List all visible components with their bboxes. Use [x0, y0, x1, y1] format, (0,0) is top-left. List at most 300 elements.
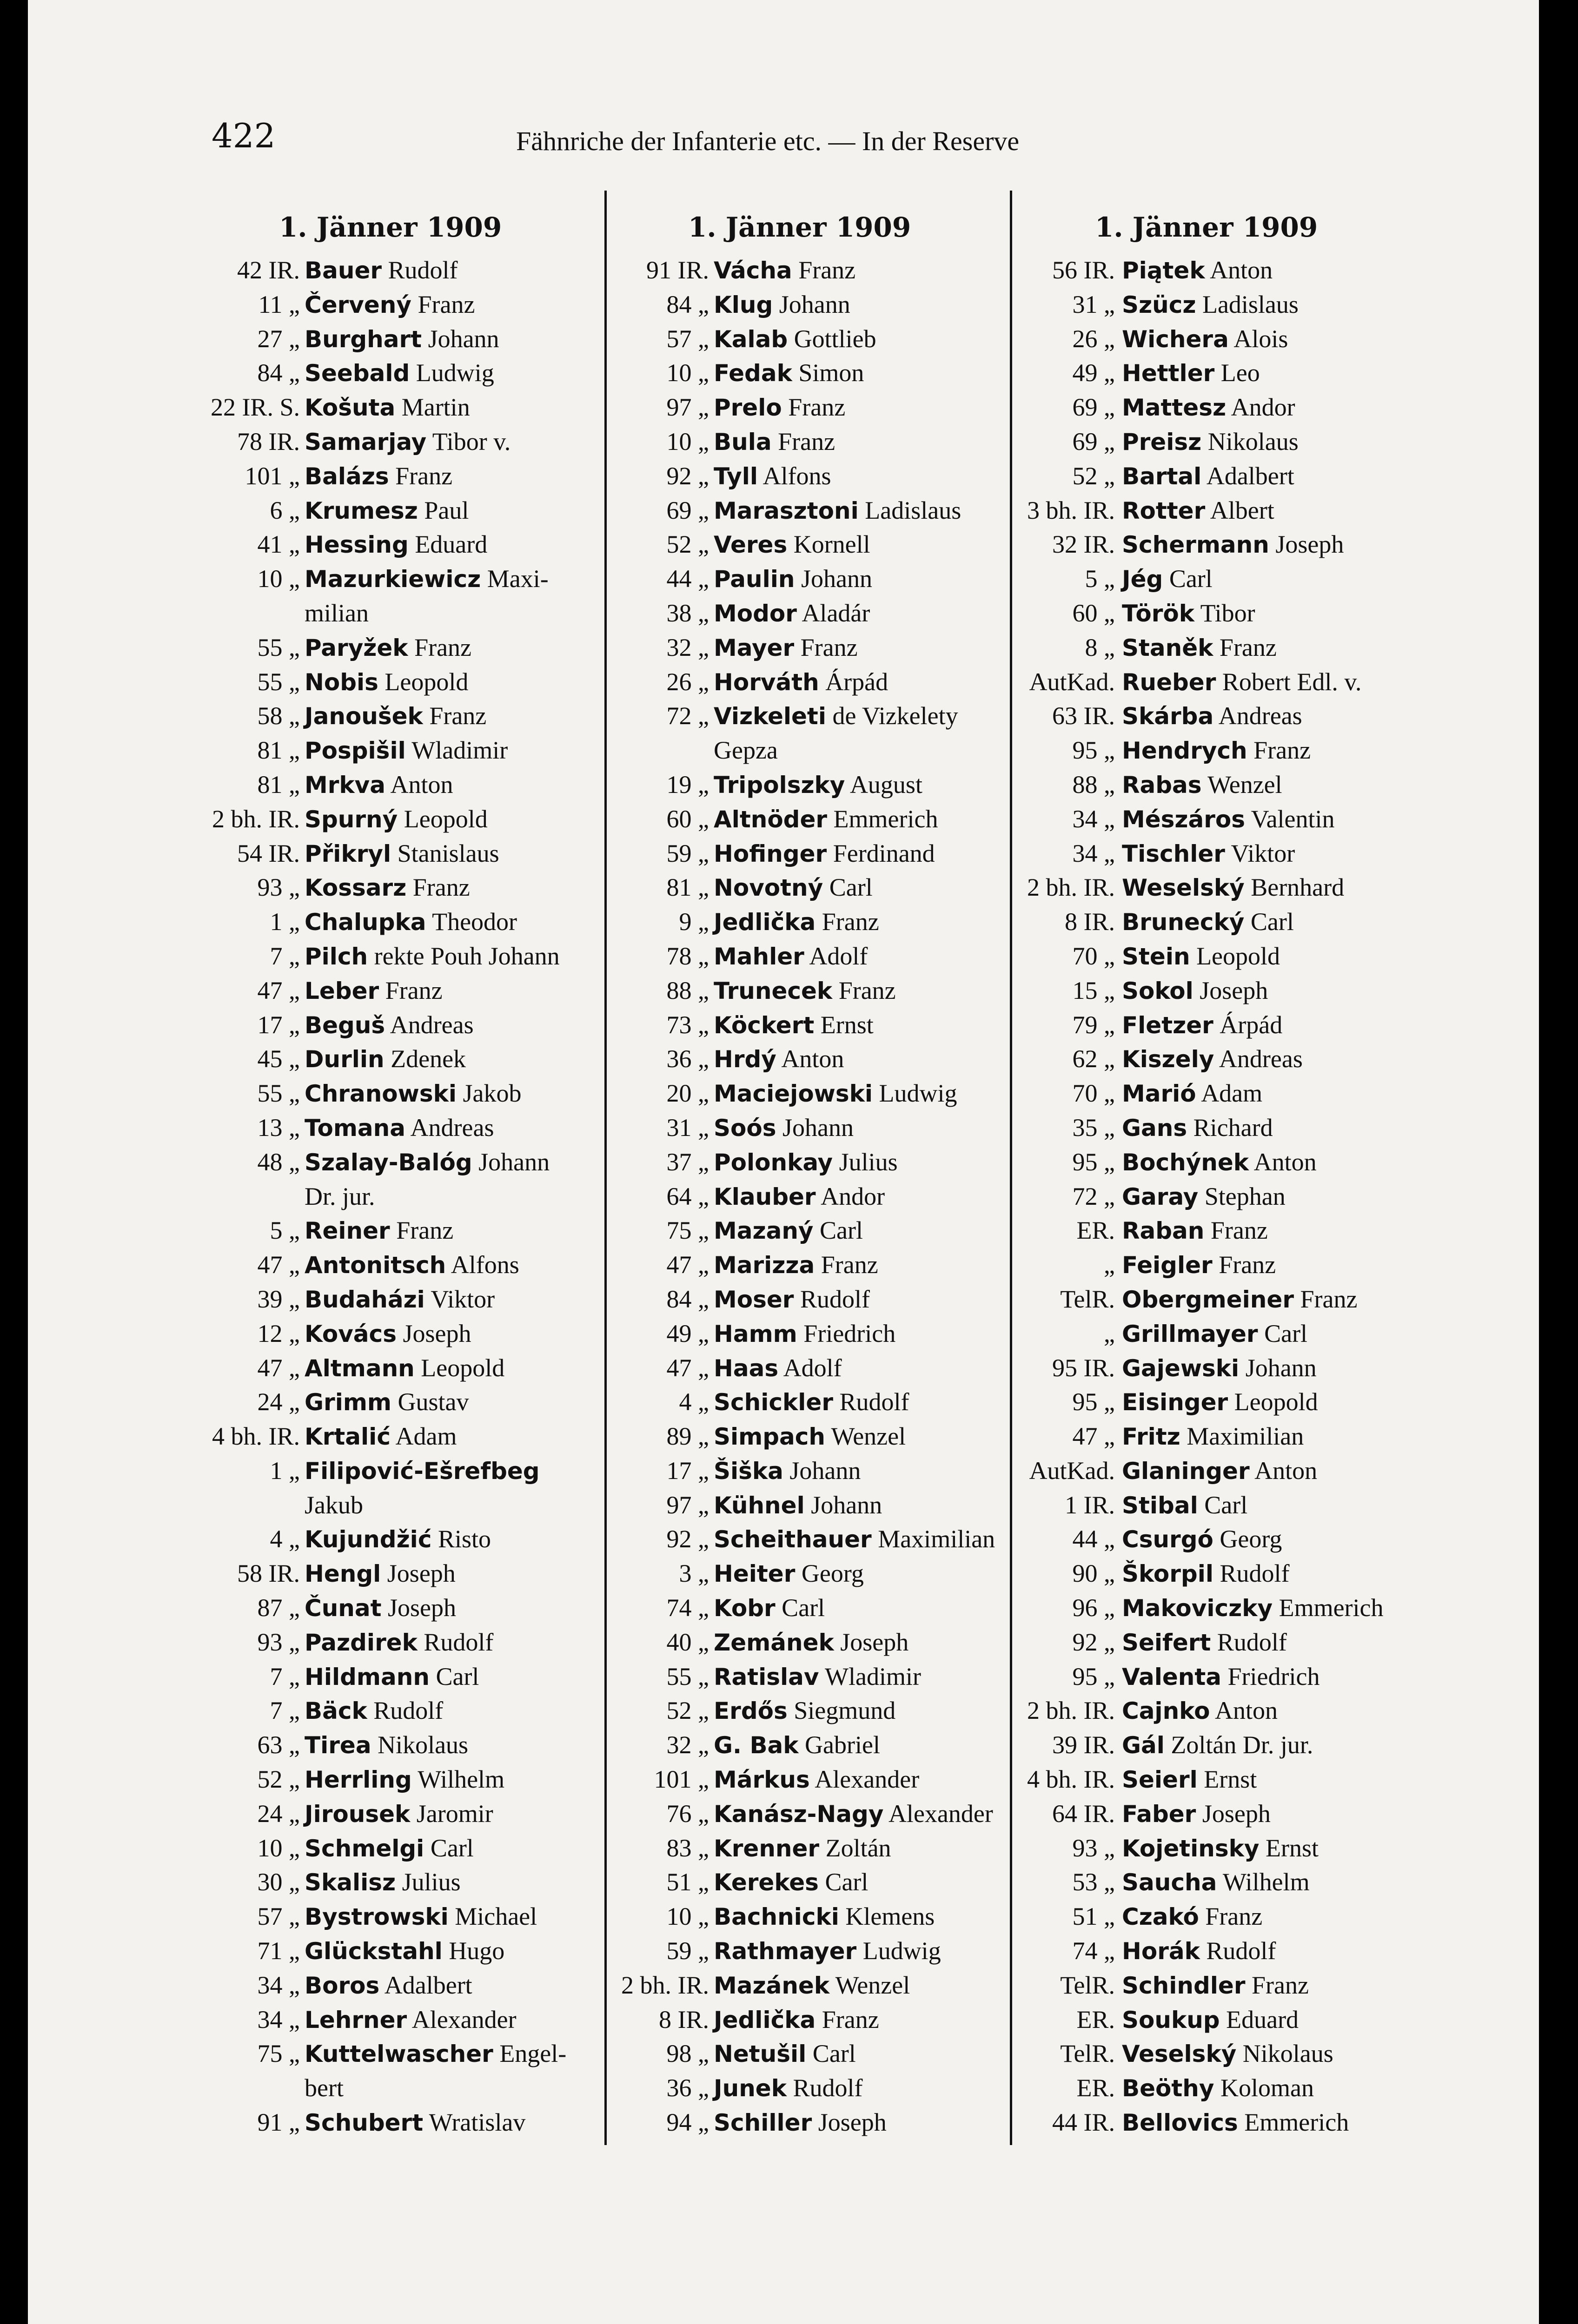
surname: Junek [714, 2075, 787, 2102]
given-name: Klemens [845, 1902, 935, 1931]
regiment-label: 3 bh. IR. [1027, 496, 1115, 524]
given-name: Franz [821, 1251, 878, 1279]
regiment-label: 74 „ [1072, 1937, 1115, 1965]
officer-name [714, 322, 876, 357]
list-item [207, 1865, 593, 1900]
surname: Beöthy [1122, 2075, 1214, 2102]
given-name: Franz [1300, 1285, 1358, 1313]
given-name: Richard [1193, 1113, 1273, 1142]
given-name: Albert [1210, 496, 1274, 524]
list-item [616, 1351, 1002, 1386]
regiment-label: 12 „ [257, 1319, 300, 1347]
officer-name [714, 1660, 921, 1695]
given-name: Franz [1210, 1216, 1268, 1245]
given-name: Franz [414, 633, 472, 661]
surname: Mazurkiewicz [305, 566, 481, 593]
surname: Samarjay [305, 428, 427, 456]
regiment-label: 55 „ [257, 667, 300, 696]
officer-name [305, 1111, 494, 1146]
given-name: Valentin [1251, 805, 1335, 833]
given-name: Adam [1201, 1079, 1263, 1108]
regiment-label: 62 „ [1072, 1045, 1115, 1073]
officer-name [305, 768, 453, 803]
given-name: Carl [829, 873, 873, 902]
column-1 [207, 253, 593, 2140]
regiment-label: 56 IR. [1052, 256, 1115, 284]
officer-name [714, 1180, 885, 1215]
officer-name [1122, 1763, 1257, 1797]
list-item [616, 1694, 1002, 1728]
surname: Bystrowski [305, 1903, 449, 1931]
surname: Krtalić [305, 1423, 391, 1451]
document-page [28, 0, 1539, 2324]
officer-name [714, 1900, 935, 1934]
list-item [616, 1145, 1002, 1180]
regiment-label: 2 bh. IR. [1027, 873, 1115, 902]
given-name: Martin [401, 393, 470, 422]
officer-name [1122, 1317, 1307, 1352]
surname: Vizkeleti [714, 703, 826, 730]
officer-name [714, 974, 896, 1009]
officer-name [714, 1625, 908, 1660]
surname: Rueber [1122, 668, 1216, 696]
officer-name [714, 494, 961, 528]
regiment-label: 83 „ [666, 1834, 709, 1862]
officer-name [305, 2003, 517, 2038]
given-name: Joseph [403, 1319, 471, 1347]
given-name: Alois [1233, 324, 1288, 353]
regiment-label: 78 „ [666, 942, 709, 970]
list-item [1022, 733, 1440, 768]
list-item [1022, 1865, 1440, 1900]
given-name: Eduard [1226, 2005, 1299, 2034]
given-name: Alexander [888, 1799, 993, 1828]
list-item [616, 1522, 1002, 1557]
given-name: Hugo [449, 1937, 505, 1965]
given-name: Jakob [463, 1079, 522, 1108]
list-item [207, 768, 593, 802]
surname: Ratislav [714, 1663, 819, 1690]
surname: Skalisz [305, 1869, 396, 1896]
surname: Hildmann [305, 1663, 430, 1690]
list-item [616, 253, 1002, 288]
given-name: Wilhelm [418, 1765, 505, 1794]
officer-name [1122, 253, 1273, 288]
given-name: Andor [1231, 393, 1295, 422]
regiment-label: 92 „ [1072, 1628, 1115, 1656]
surname: Sokol [1122, 977, 1193, 1004]
given-name: Wratislav [429, 2108, 526, 2137]
officer-name [305, 1763, 504, 1797]
given-name: Franz [396, 1216, 454, 1245]
given-name: Ernst [1204, 1765, 1257, 1794]
officer-name [714, 837, 935, 872]
surname: Pilch [305, 943, 368, 970]
regiment-label: 9 „ [679, 908, 709, 936]
officer-name [305, 1591, 456, 1626]
given-name: Franz [1219, 633, 1277, 661]
list-item [1022, 494, 1440, 528]
officer-name [714, 1488, 882, 1523]
list-item [1022, 253, 1440, 288]
regiment-label: 98 „ [666, 2040, 709, 2068]
list-item [207, 802, 593, 837]
given-name: Carl [430, 1834, 474, 1862]
officer-name [1122, 2106, 1349, 2140]
regiment-label: 101 „ [245, 462, 300, 490]
officer-name [714, 1008, 874, 1043]
list-item [1022, 1214, 1440, 1248]
regiment-label: 4 „ [270, 1525, 300, 1553]
regiment-label: 10 „ [257, 565, 300, 593]
regiment-label: 87 „ [257, 1594, 300, 1622]
list-item [1022, 1454, 1440, 1488]
surname: Škorpil [1122, 1560, 1213, 1588]
officer-name [714, 1076, 957, 1111]
officer-name [714, 2037, 856, 2072]
given-name: Viktor [1231, 839, 1295, 867]
officer-name [1122, 871, 1344, 905]
surname: Kalab [714, 325, 788, 353]
officer-name [1122, 1831, 1319, 1866]
regiment-label: 34 „ [257, 2005, 300, 2034]
officer-name [1122, 562, 1213, 597]
list-item [1022, 837, 1440, 871]
list-item [207, 2106, 593, 2140]
given-name: Koloman [1220, 2074, 1314, 2102]
list-item [207, 1419, 593, 1454]
officer-name [714, 1968, 910, 2003]
officer-name [305, 733, 508, 768]
surname: Durlin [305, 1046, 385, 1073]
officer-name [714, 528, 870, 562]
list-item [1022, 2003, 1440, 2037]
officer-name [305, 425, 511, 460]
given-name: Joseph [1202, 1799, 1271, 1828]
regiment-label: 7 „ [270, 942, 300, 970]
given-name: bert [305, 2074, 344, 2102]
regiment-label: 55 „ [257, 633, 300, 661]
given-name: Franz [412, 873, 470, 902]
surname: Rotter [1122, 497, 1206, 524]
officer-name [1122, 1419, 1304, 1454]
surname: Fedak [714, 360, 792, 387]
given-name: Emmerich [1244, 2108, 1349, 2137]
surname: Tomana [305, 1114, 405, 1142]
regiment-label: AutKad. [1029, 1456, 1115, 1485]
surname: Grillmayer [1122, 1320, 1258, 1347]
list-item [616, 2106, 1002, 2140]
list-item [1022, 802, 1440, 837]
regiment-label: 22 IR. S. [210, 393, 300, 422]
regiment-label: 91 IR. [646, 256, 709, 284]
given-name: Franz [798, 256, 856, 284]
list-item [1022, 665, 1440, 700]
given-name: Joseph [388, 1594, 457, 1622]
officer-name [714, 2003, 879, 2038]
surname: Kanász-Nagy [714, 1800, 884, 1828]
regiment-label: 26 „ [1072, 324, 1115, 353]
given-name: de Vizkelety [832, 702, 958, 730]
given-name: Gabriel [805, 1731, 880, 1759]
given-name: Anton [1210, 256, 1273, 284]
surname: Seierl [1122, 1766, 1198, 1794]
given-name: Maximilian [1187, 1422, 1304, 1451]
given-name: Wladimir [825, 1662, 921, 1690]
officer-name [1122, 1214, 1268, 1248]
given-name: Adalbert [1206, 462, 1294, 490]
regiment-label: 47 „ [257, 1251, 300, 1279]
given-name: Aladár [802, 599, 870, 627]
regiment-label: 81 „ [666, 873, 709, 902]
list-item-continuation [207, 1488, 593, 1523]
officer-name [1122, 1591, 1384, 1626]
given-name: Zdenek [391, 1045, 466, 1073]
given-name: Adolf [783, 1353, 842, 1382]
regiment-label: 27 „ [257, 324, 300, 353]
list-item [1022, 1076, 1440, 1111]
officer-name [714, 2106, 887, 2140]
given-name: Anton [1254, 1456, 1318, 1485]
regiment-label: 60 „ [666, 805, 709, 833]
list-item [207, 528, 593, 562]
surname: Eisinger [1122, 1389, 1228, 1416]
regiment-label: 41 „ [257, 530, 300, 559]
officer-name [305, 1797, 493, 1832]
given-name: Anton [390, 770, 453, 799]
surname: Kossarz [305, 874, 407, 902]
given-name: Franz [1253, 736, 1311, 765]
list-item [616, 1660, 1002, 1694]
list-item [207, 1351, 593, 1386]
list-item [207, 1454, 593, 1488]
list-item [616, 1865, 1002, 1900]
regiment-label: 53 „ [1072, 1868, 1115, 1896]
list-item [207, 1934, 593, 1968]
officer-name [714, 1694, 895, 1729]
list-item [207, 1763, 593, 1797]
officer-name [305, 1968, 472, 2003]
surname: Soukup [1122, 2006, 1220, 2034]
surname: Csurgó [1122, 1526, 1213, 1553]
list-item [1022, 1042, 1440, 1076]
surname: Kovács [305, 1320, 397, 1347]
regiment-label: 84 „ [666, 1285, 709, 1313]
list-item [616, 1591, 1002, 1625]
list-item [1022, 1180, 1440, 1214]
given-name: Rudolf [1206, 1937, 1276, 1965]
surname: Fritz [1122, 1423, 1180, 1451]
officer-name [714, 905, 879, 940]
officer-name [305, 253, 458, 288]
regiment-label: 2 bh. IR. [212, 805, 300, 833]
officer-name [714, 768, 922, 803]
list-item [207, 1076, 593, 1111]
officer-name [714, 1042, 844, 1077]
regiment-label: 55 „ [257, 1079, 300, 1108]
surname: Spurný [305, 805, 398, 833]
surname: Šiška [714, 1457, 783, 1485]
officer-name [305, 1317, 471, 1352]
list-item [207, 631, 593, 665]
surname: Budaházi [305, 1286, 425, 1313]
given-name: Adalbert [384, 1971, 472, 1999]
given-name: Maximilian [878, 1525, 995, 1553]
given-name: Julius [402, 1868, 461, 1896]
surname: Mészáros [1122, 805, 1246, 833]
officer-name [1122, 905, 1294, 940]
given-name: Gepza [714, 736, 778, 765]
regiment-label: 8 IR. [659, 2005, 709, 2034]
regiment-label: 17 „ [666, 1456, 709, 1485]
column-divider-2 [1010, 191, 1012, 2145]
given-name: Johann [801, 565, 872, 593]
regiment-label: 37 „ [666, 1148, 709, 1176]
officer-name [1122, 1900, 1262, 1934]
regiment-label: 49 „ [1072, 359, 1115, 387]
given-name: Nikolaus [378, 1731, 469, 1759]
officer-name [1122, 733, 1311, 768]
officer-name [714, 1385, 909, 1420]
regiment-label: 2 bh. IR. [1027, 1697, 1115, 1725]
given-name: Anton [1253, 1148, 1317, 1176]
officer-name [714, 2071, 862, 2106]
surname: Horváth [714, 668, 819, 696]
surname: Garay [1122, 1183, 1199, 1210]
surname: Gál [1122, 1732, 1165, 1759]
officer-name [714, 1248, 878, 1283]
officer-name [1122, 1625, 1287, 1660]
regiment-label: 8 „ [1085, 633, 1115, 661]
officer-name [1122, 1728, 1313, 1763]
given-name: Franz [822, 2005, 879, 2034]
given-name: Robert Edl. v. [1222, 667, 1362, 696]
officer-name [305, 1214, 453, 1248]
regiment-label: 6 „ [270, 496, 300, 524]
list-item [616, 1728, 1002, 1763]
regiment-label: 74 „ [666, 1594, 709, 1622]
regiment-label: 95 IR. [1052, 1353, 1115, 1382]
regiment-label: 69 „ [1072, 393, 1115, 422]
given-name: Johann [1245, 1353, 1317, 1382]
list-item [616, 528, 1002, 562]
regiment-label: 89 „ [666, 1422, 709, 1451]
officer-name [1122, 1522, 1282, 1557]
list-item [1022, 699, 1440, 733]
regiment-label: „ [1104, 1319, 1115, 1347]
surname: Krumesz [305, 497, 418, 524]
officer-name [305, 1454, 540, 1489]
list-item [207, 1660, 593, 1694]
surname: Scheithauer [714, 1526, 872, 1553]
list-item [1022, 1488, 1440, 1523]
given-name: Rudolf [1220, 1559, 1290, 1588]
given-name: Gottlieb [794, 324, 876, 353]
list-item [616, 974, 1002, 1008]
list-item [207, 1145, 593, 1180]
regiment-label: 4 bh. IR. [1027, 1765, 1115, 1794]
regiment-label: 72 „ [666, 702, 709, 730]
officer-name [714, 939, 868, 974]
surname: Márkus [714, 1766, 810, 1794]
officer-name [1122, 288, 1299, 323]
surname: Horák [1122, 1938, 1200, 1965]
officer-name [305, 562, 549, 597]
surname: Nobis [305, 668, 378, 696]
list-item [616, 1248, 1002, 1282]
surname: Vácha [714, 257, 792, 284]
list-item [207, 1797, 593, 1831]
surname: Mazánek [714, 1972, 830, 1999]
list-item [616, 699, 1002, 733]
given-name: Wenzel [831, 1422, 906, 1451]
given-name: Rudolf [388, 256, 458, 284]
surname: Lehrner [305, 2006, 407, 2034]
regiment-label: 52 „ [257, 1765, 300, 1794]
list-item [1022, 425, 1440, 459]
regiment-label: 48 „ [257, 1148, 300, 1176]
surname: Makoviczky [1122, 1595, 1273, 1622]
given-name: Rudolf [793, 2074, 863, 2102]
list-item [207, 1557, 593, 1591]
given-name: Alexander [411, 2005, 517, 2034]
given-name: Franz [788, 393, 846, 422]
surname: Raban [1122, 1217, 1205, 1245]
list-item [207, 288, 593, 322]
given-name: Nikolaus [1207, 427, 1299, 456]
list-item-continuation [207, 2071, 593, 2106]
surname: Fletzer [1122, 1011, 1213, 1039]
given-name: Johann [779, 290, 850, 318]
list-item [1022, 1282, 1440, 1317]
surname: Hendrych [1122, 737, 1247, 765]
officer-name [714, 356, 864, 391]
list-item [1022, 390, 1440, 425]
surname: Klauber [714, 1183, 816, 1210]
list-item [207, 459, 593, 494]
officer-name [305, 1488, 363, 1523]
regiment-label: 40 „ [666, 1628, 709, 1656]
given-name: Leopold [421, 1353, 505, 1382]
regiment-label: 75 „ [257, 2040, 300, 2068]
regiment-label: 31 „ [1072, 290, 1115, 318]
given-name: Nikolaus [1242, 2040, 1333, 2068]
surname: Bartal [1122, 462, 1202, 490]
officer-name [1122, 631, 1277, 666]
officer-name [1122, 1934, 1276, 1969]
given-name: Risto [438, 1525, 491, 1553]
officer-name [714, 802, 938, 837]
given-name: Carl [820, 1216, 863, 1245]
given-name: Tibor v. [432, 427, 511, 456]
given-name: Árpád [1220, 1010, 1283, 1039]
given-name: Kornell [793, 530, 870, 559]
list-item-continuation [616, 733, 1002, 768]
given-name: Carl [1264, 1319, 1308, 1347]
list-item [616, 802, 1002, 837]
surname: Szücz [1122, 291, 1196, 318]
given-name: Joseph [840, 1628, 909, 1656]
list-item [207, 1317, 593, 1351]
list-item [616, 1180, 1002, 1214]
list-item [1022, 1557, 1440, 1591]
surname: Mayer [714, 634, 795, 661]
regiment-label: 39 IR. [1052, 1731, 1115, 1759]
list-item-continuation [207, 596, 593, 631]
list-item [616, 939, 1002, 974]
list-item [1022, 459, 1440, 494]
officer-name [714, 631, 858, 666]
